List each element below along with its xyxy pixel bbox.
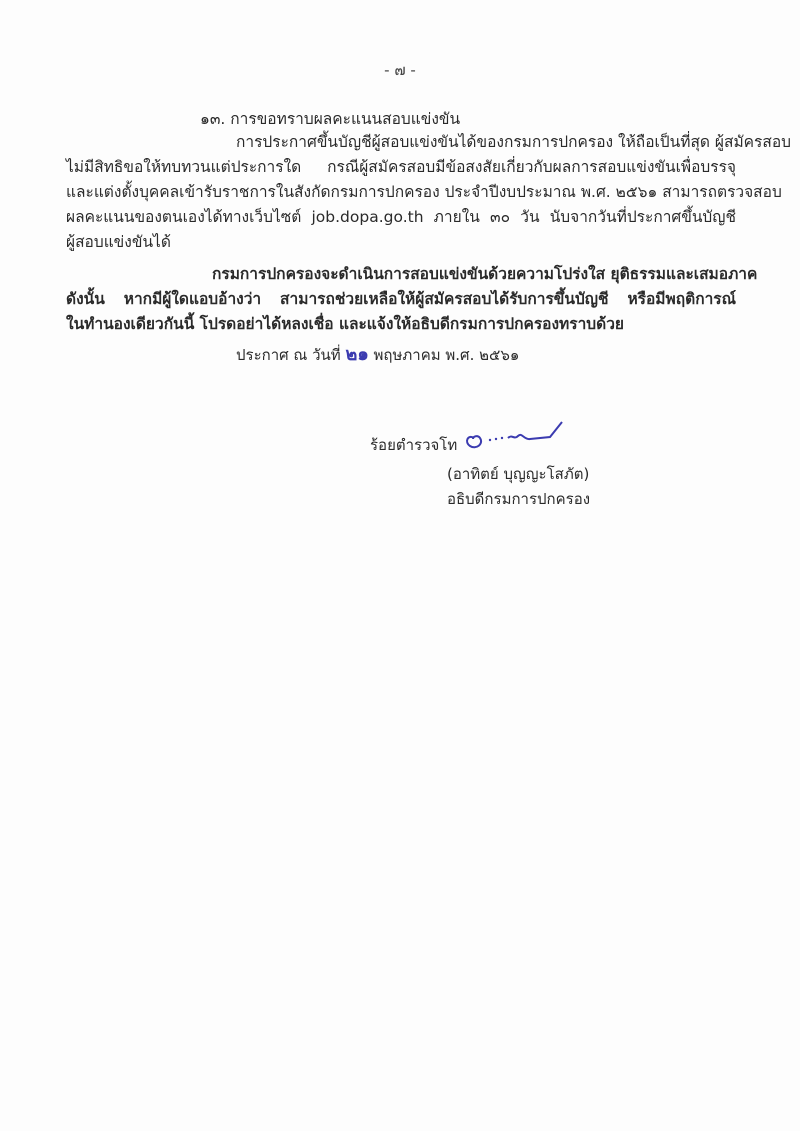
date-prefix: ประกาศ ณ วันที่ (236, 346, 341, 364)
signer-rank: ร้อยตำรวจโท (370, 436, 458, 454)
signer-position: อธิบดีกรมการปกครอง (447, 490, 591, 508)
para1-line-3: และแต่งตั้งบุคคลเข้ารับราชการในสังกัดกรมการปกครอง ประจำปีงบประมาณ พ.ศ. ๒๕๖๑ สามารถตรวจสอบ (66, 183, 782, 201)
signer-name: (อาทิตย์ บุญญะโสภัต) (447, 465, 590, 483)
announcement-date (236, 344, 519, 366)
para2-line-2: ดังนั้น หากมีผู้ใดแอบอ้างว่า สามารถช่วยเหลือให้ผู้สมัครสอบได้รับการขึ้นบัญชี หรือมีพฤติการณ์ (66, 290, 736, 308)
para1-line-5: ผู้สอบแข่งขันได้ (66, 233, 171, 251)
para1-line-4: ผลคะแนนของตนเองได้ทางเว็บไซต์ job.dopa.go.th ภายใน ๓๐ วัน นับจากวันที่ประกาศขึ้นบัญชี (66, 208, 736, 226)
para2-line-3: ในทำนองเดียวกันนี้ โปรดอย่าได้หลงเชื่อ และแจ้งให้อธิบดีกรมการปกครองทราบด้วย (66, 315, 624, 333)
date-day-handwritten: ๒๑ (345, 344, 369, 365)
date-suffix: พฤษภาคม พ.ศ. ๒๕๖๑ (373, 346, 520, 364)
signature-icon (440, 412, 570, 452)
para2-line-1: กรมการปกครองจะดำเนินการสอบแข่งขันด้วยความโปร่งใส ยุติธรรมและเสมอภาค (212, 265, 758, 283)
para1-line-2: ไม่มีสิทธิขอให้ทบทวนแต่ประการใด กรณีผู้สมัครสอบมีข้อสงสัยเกี่ยวกับผลการสอบแข่งขันเพื่อบรรจุ (66, 158, 736, 176)
para1-line-1: การประกาศขึ้นบัญชีผู้สอบแข่งขันได้ของกรมการปกครอง ให้ถือเป็นที่สุด ผู้สมัครสอบ (236, 133, 791, 151)
page-number: - ๗ - (384, 61, 416, 79)
section-title: ๑๓. การขอทราบผลคะแนนสอบแข่งขัน (200, 110, 461, 128)
